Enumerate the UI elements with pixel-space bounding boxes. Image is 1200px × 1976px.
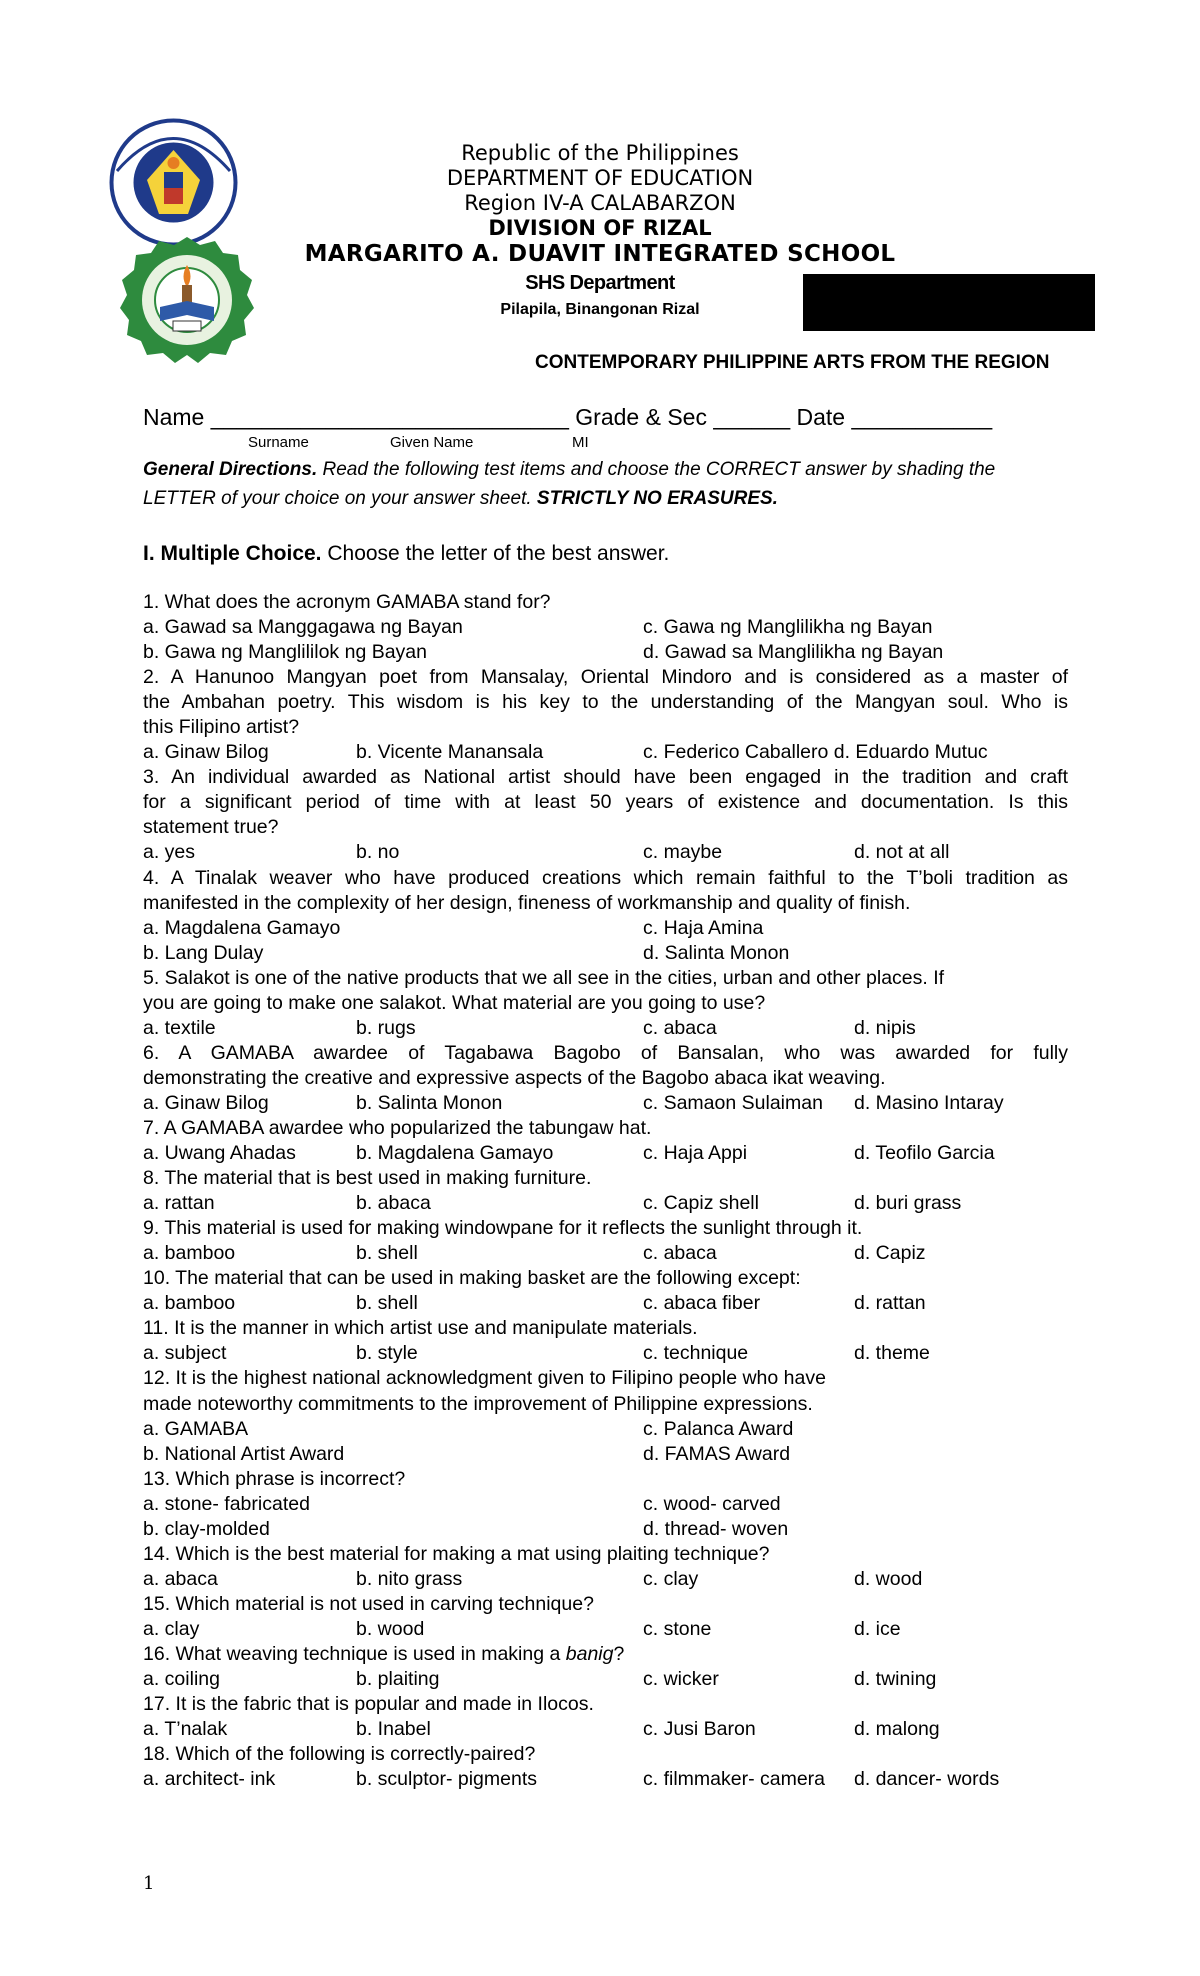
question-text: 12. It is the highest national acknowledgment given to Filipino people who have — [143, 1367, 826, 1390]
header-department: DEPARTMENT OF EDUCATION — [446, 166, 754, 190]
options-line — [143, 1417, 1068, 1442]
answer-choice: a. textile — [143, 1016, 216, 1039]
question-text: statement true? — [143, 816, 279, 839]
answer-choice: a. architect- ink — [143, 1768, 276, 1791]
question-line — [143, 1366, 1068, 1391]
options-line — [143, 640, 1068, 665]
general-directions — [143, 455, 1068, 513]
answer-choice: a. Ginaw Bilog — [143, 1091, 269, 1114]
answer-choice: b. sculptor- pigments — [356, 1768, 537, 1791]
answer-choice: a. abaca — [143, 1567, 218, 1590]
options-line — [143, 1241, 1068, 1266]
answer-choice: c. technique — [643, 1342, 749, 1365]
question-text: 5. Salakot is one of the native products that we all see in the cities, urban and other places. If — [143, 966, 945, 989]
mi-label: MI — [572, 434, 589, 451]
options-line — [143, 615, 1068, 640]
answer-choice: d. thread- woven — [643, 1517, 789, 1540]
name-grade-date-line: Name ____________________________ Grade & Sec ______ Date ___________ — [143, 404, 993, 430]
question-line — [143, 991, 1068, 1016]
options-line — [143, 1291, 1068, 1316]
answer-choice: a. GAMABA — [143, 1417, 249, 1440]
question-line — [143, 790, 1068, 815]
answer-choice: b. National Artist Award — [143, 1442, 345, 1465]
answer-choice: d. dancer- words — [854, 1768, 1000, 1791]
options-line — [143, 1667, 1068, 1692]
question-line — [143, 665, 1068, 690]
question-line — [143, 815, 1068, 840]
answer-choice: d. malong — [854, 1718, 940, 1741]
answer-choice: b. style — [356, 1342, 418, 1365]
question-text-end: ? — [613, 1642, 625, 1665]
answer-choice: a. Ginaw Bilog — [143, 741, 269, 764]
question-text: manifested in the complexity of her design, fineness of workmanship and quality of finish. — [143, 891, 911, 914]
answer-choice: a. clay — [143, 1617, 200, 1640]
question-text: 1. What does the acronym GAMABA stand for? — [143, 591, 551, 613]
answer-choice: c. abaca — [643, 1242, 717, 1265]
question-text: 11. It is the manner in which artist use and manipulate materials. — [143, 1317, 698, 1340]
answer-choice: c. abaca fiber — [643, 1292, 761, 1315]
question-text: this Filipino artist? — [143, 716, 300, 739]
answer-choice: d. theme — [854, 1342, 930, 1365]
question-line — [143, 1392, 1068, 1417]
question-italic-term: banig — [565, 1642, 614, 1665]
subject-title: CONTEMPORARY PHILIPPINE ARTS FROM THE REGION — [535, 352, 1050, 373]
header-republic: Republic of the Philippines — [461, 141, 739, 165]
answer-choice: d. Teofilo Garcia — [854, 1142, 995, 1165]
answer-choice: b. nito grass — [356, 1567, 463, 1590]
answer-choice: a. bamboo — [143, 1292, 236, 1315]
answer-choice: a. coiling — [143, 1668, 220, 1691]
options-line — [143, 1016, 1068, 1041]
options-line — [143, 1442, 1068, 1467]
question-line — [143, 690, 1068, 715]
question-line — [143, 765, 1068, 790]
options-line — [143, 1617, 1068, 1642]
options-line — [143, 1191, 1068, 1216]
answer-choice: c. abaca — [643, 1016, 717, 1039]
question-text: made noteworthy commitments to the improvement of Philippine expressions. — [143, 1392, 813, 1415]
question-line — [143, 1642, 1068, 1667]
question-line — [143, 1592, 1068, 1617]
question-line — [143, 866, 1068, 891]
header-shs-department: SHS Department — [525, 272, 675, 294]
question-line — [143, 590, 1068, 615]
question-line — [143, 1041, 1068, 1066]
answer-choice: d. not at all — [854, 841, 950, 864]
answer-choice: c. Palanca Award — [643, 1417, 794, 1440]
options-line — [143, 916, 1068, 941]
answer-choice: b. Salinta Monon — [356, 1091, 503, 1114]
answer-choice: d. Masino Intaray — [854, 1091, 1004, 1114]
header-division: DIVISION OF RIZAL — [488, 216, 712, 240]
options-line — [143, 1567, 1068, 1592]
answer-choice: c. Capiz shell — [643, 1192, 759, 1215]
answer-choice: a. Magdalena Gamayo — [143, 916, 341, 939]
school-logo — [120, 235, 255, 365]
question-text: 15. Which material is not used in carving technique? — [143, 1592, 594, 1615]
options-line — [143, 1767, 1068, 1792]
question-line — [143, 1166, 1068, 1191]
answer-choice: a. stone- fabricated — [143, 1492, 310, 1515]
answer-choice: b. abaca — [356, 1192, 431, 1215]
question-line — [143, 1216, 1068, 1241]
part-label: I. Multiple Choice. — [143, 542, 322, 565]
question-text: 16. What weaving technique is used in making a — [143, 1642, 566, 1665]
directions-emphasis: STRICTLY NO ERASURES. — [536, 488, 778, 509]
answer-choice: c. wood- carved — [643, 1492, 781, 1515]
part-one-heading — [143, 542, 669, 566]
header-school-name: MARGARITO A. DUAVIT INTEGRATED SCHOOL — [304, 241, 896, 267]
question-text: you are going to make one salakot. What material are you going to use? — [143, 991, 766, 1014]
answer-choice: b. no — [356, 841, 400, 864]
options-line — [143, 1141, 1068, 1166]
question-text: the Ambahan poetry. This wisdom is his key to the understanding of the Mangyan soul. Who is — [143, 691, 1068, 714]
question-text: 8. The material that is best used in making furniture. — [143, 1167, 592, 1190]
answer-choice: c. Federico Caballero d. Eduardo Mutuc — [643, 741, 988, 764]
answer-choice: b. Inabel — [356, 1718, 431, 1741]
answer-choice: d. ice — [854, 1617, 901, 1640]
question-line — [143, 1266, 1068, 1291]
question-text: 2. A Hanunoo Mangyan poet from Mansalay, Oriental Mindoro and is considered as a master of — [143, 666, 1068, 689]
question-text: 6. A GAMABA awardee of Tagabawa Bagobo of Bansalan, who was awarded for fully — [143, 1041, 1068, 1064]
answer-choice: c. filmmaker- camera — [643, 1768, 826, 1791]
question-text: 4. A Tinalak weaver who have produced creations which remain faithful to the T’boli tradition as — [143, 866, 1068, 889]
question-text: 3. An individual awarded as National artist should have been engaged in the tradition and craft — [143, 766, 1068, 789]
question-line — [143, 966, 1068, 991]
answer-choice: d. Salinta Monon — [643, 941, 790, 964]
answer-choice: c. clay — [643, 1567, 699, 1590]
answer-choice: c. Haja Appi — [643, 1142, 748, 1165]
answer-choice: c. stone — [643, 1617, 712, 1640]
answer-choice: a. rattan — [143, 1192, 215, 1215]
answer-choice: b. Lang Dulay — [143, 941, 264, 964]
directions-label: General Directions. — [143, 459, 318, 480]
options-line — [143, 1091, 1068, 1116]
options-line — [143, 1517, 1068, 1542]
answer-choice: b. shell — [356, 1242, 418, 1265]
question-text: 14. Which is the best material for making a mat using plaiting technique? — [143, 1542, 770, 1565]
answer-choice: a. Uwang Ahadas — [143, 1142, 296, 1165]
given-name-label: Given Name — [390, 434, 474, 451]
answer-choice: c. maybe — [643, 841, 723, 864]
question-text: demonstrating the creative and expressive aspects of the Bagobo abaca ikat weaving. — [143, 1066, 886, 1089]
question-line — [143, 715, 1068, 740]
answer-choice: d. nipis — [854, 1016, 916, 1039]
answer-choice: b. Magdalena Gamayo — [356, 1142, 554, 1165]
answer-choice: b. shell — [356, 1292, 418, 1315]
question-text: 18. Which of the following is correctly-paired? — [143, 1743, 536, 1766]
question-line — [143, 1116, 1068, 1141]
answer-choice: a. yes — [143, 841, 196, 864]
answer-choice: a. subject — [143, 1342, 227, 1365]
question-text: 7. A GAMABA awardee who popularized the tabungaw hat. — [143, 1116, 652, 1139]
question-text: 13. Which phrase is incorrect? — [143, 1467, 406, 1490]
answer-choice: d. buri grass — [854, 1192, 962, 1215]
surname-label: Surname — [248, 434, 309, 451]
question-line — [143, 1692, 1068, 1717]
question-text: 17. It is the fabric that is popular and made in Ilocos. — [143, 1693, 594, 1716]
answer-choice: d. wood — [854, 1567, 923, 1590]
answer-choice: b. Vicente Manansala — [356, 741, 544, 764]
questions-list — [143, 590, 1068, 1792]
options-line — [143, 1492, 1068, 1517]
options-line — [143, 941, 1068, 966]
question-line — [143, 1742, 1068, 1767]
options-line — [143, 1717, 1068, 1742]
answer-choice: c. Jusi Baron — [643, 1718, 756, 1741]
question-text: for a significant period of time with at least 50 years of existence and documentation. Is this — [143, 791, 1068, 814]
options-line — [143, 840, 1068, 865]
answer-choice: b. Gawa ng Manglililok ng Bayan — [143, 641, 427, 664]
part-instruction: Choose the letter of the best answer. — [321, 542, 670, 565]
directions-text: Read the following test items and choose the CORRECT answer by shading the LETTER of your choice on your answer sheet. — [143, 459, 996, 509]
deped-seal-logo — [107, 116, 240, 249]
answer-choice: c. Gawa ng Manglilikha ng Bayan — [643, 616, 933, 639]
answer-choice: b. rugs — [356, 1016, 416, 1039]
answer-choice: d. twining — [854, 1668, 937, 1691]
answer-choice: b. plaiting — [356, 1668, 440, 1691]
options-line — [143, 740, 1068, 765]
question-text: 10. The material that can be used in making basket are the following except: — [143, 1267, 801, 1290]
answer-choice: d. Capiz — [854, 1242, 926, 1265]
question-line — [143, 1316, 1068, 1341]
question-line — [143, 1542, 1068, 1567]
answer-choice: d. Gawad sa Manglilikha ng Bayan — [643, 641, 944, 664]
question-text: 9. This material is used for making windowpane for it reflects the sunlight through it. — [143, 1217, 863, 1240]
header-address: Pilapila, Binangonan Rizal — [500, 301, 700, 318]
question-line — [143, 891, 1068, 916]
question-line — [143, 1467, 1068, 1492]
answer-choice: d. rattan — [854, 1292, 926, 1315]
options-line — [143, 1341, 1068, 1366]
answer-choice: c. Samaon Sulaiman — [643, 1091, 823, 1114]
answer-choice: a. T’nalak — [143, 1718, 228, 1741]
answer-choice: c. Haja Amina — [643, 916, 764, 939]
answer-choice: c. wicker — [643, 1668, 719, 1691]
header-region: Region IV-A CALABARZON — [464, 191, 736, 215]
answer-choice: b. clay-molded — [143, 1517, 270, 1540]
answer-choice: a. Gawad sa Manggagawa ng Bayan — [143, 616, 463, 639]
answer-choice: a. bamboo — [143, 1242, 236, 1265]
question-line — [143, 1066, 1068, 1091]
answer-choice: b. wood — [356, 1617, 425, 1640]
answer-choice: d. FAMAS Award — [643, 1442, 791, 1465]
page-number: 1 — [143, 1873, 155, 1894]
